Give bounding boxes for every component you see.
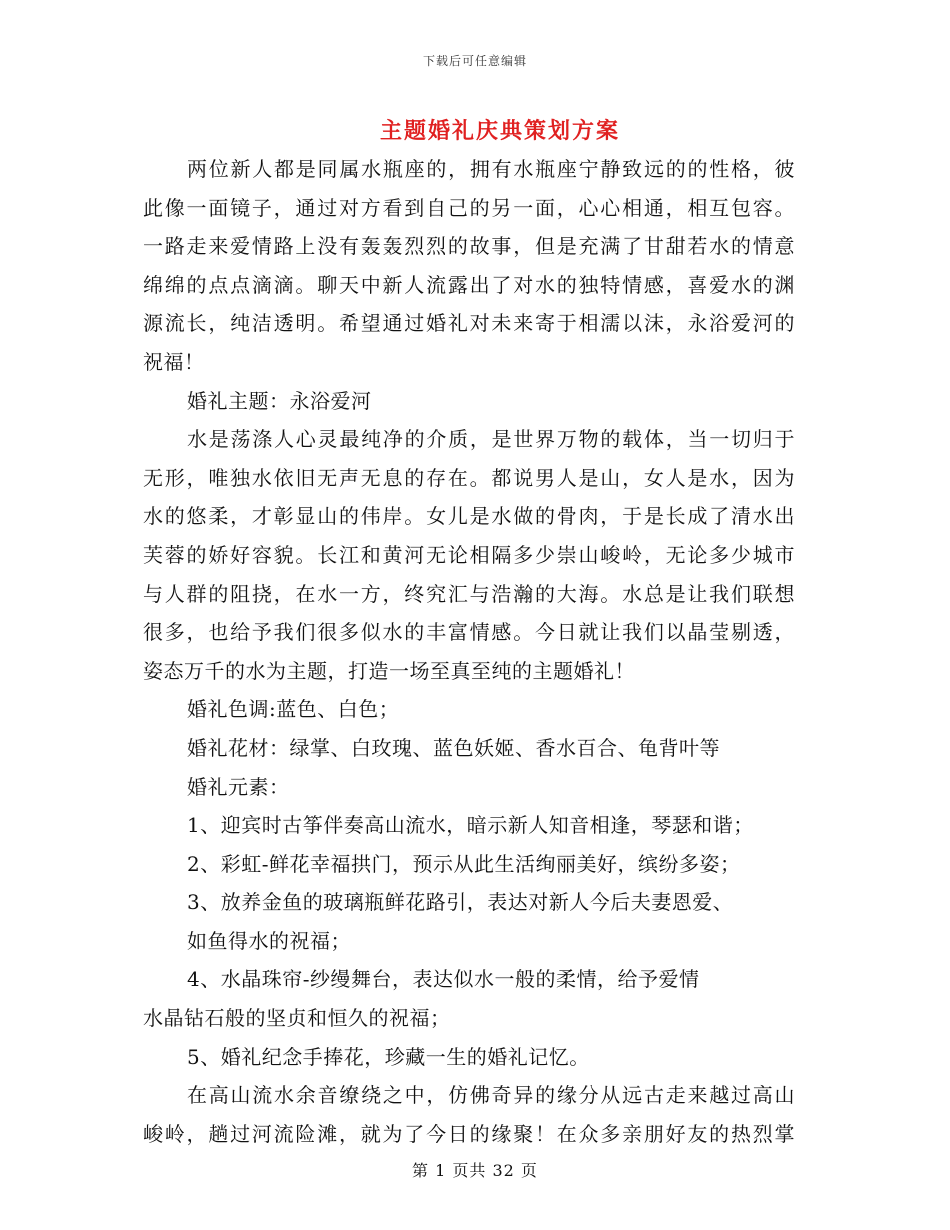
body-line: 一路走来爱情路上没有轰轰烈烈的故事，但是充满了甘甜若水的情意 (143, 234, 795, 259)
element-item: 3、放养金鱼的玻璃瓶鲜花路引，表达对新人今后夫妻恩爱、 (187, 890, 734, 915)
document-body (143, 150, 795, 1153)
body-line: 水的悠柔，才彰显山的伟岸。女儿是水做的骨肉，于是长成了清水出 (143, 504, 795, 529)
page-header-note: 下载后可任意编辑 (422, 54, 527, 68)
body-line: 无形，唯独水依旧无声无息的存在。都说男人是山，女人是水，因为 (143, 465, 795, 490)
body-line: 绵绵的点点滴滴。聊天中新人流露出了对水的独特情感，喜爱水的渊 (143, 272, 795, 297)
element-item-continuation: 如鱼得水的祝福； (187, 928, 351, 953)
theme-line: 婚礼主题：永浴爱河 (187, 388, 372, 413)
body-line: 与人群的阻挠，在水一方，终究汇与浩瀚的大海。水总是让我们联想 (143, 581, 795, 606)
flower-materials-line: 婚礼花材：绿掌、白玫瑰、蓝色妖姬、香水百合、龟背叶等 (187, 735, 720, 760)
body-line: 此像一面镜子，通过对方看到自己的另一面，心心相通，相互包容。 (143, 195, 795, 220)
body-line: 源流长，纯洁透明。希望通过婚礼对未来寄于相濡以沫，永浴爱河的 (143, 311, 795, 336)
element-item: 4、水晶珠帘-纱缦舞台，表达似水一般的柔情，给予爱情 (187, 967, 700, 992)
body-line: 很多，也给予我们很多似水的丰富情感。今日就让我们以晶莹剔透， (143, 620, 795, 645)
element-item-continuation: 水晶钻石般的坚贞和恒久的祝福； (143, 1006, 451, 1031)
document-title: 主题婚礼庆典策划方案 (379, 118, 620, 144)
element-item: 2、彩虹-鲜花幸福拱门，预示从此生活绚丽美好，缤纷多姿； (187, 851, 741, 876)
body-line: 在高山流水余音缭绕之中，仿佛奇异的缘分从远古走来越过高山 (187, 1083, 795, 1108)
element-item: 5、婚礼纪念手捧花，珍藏一生的婚礼记忆。 (187, 1044, 590, 1069)
body-line: 峻岭，趟过河流险滩，就为了今日的缘聚！在众多亲朋好友的热烈掌 (143, 1121, 795, 1146)
element-item: 1、迎宾时古筝伴奏高山流水，暗示新人知音相逢，琴瑟和谐； (187, 813, 754, 838)
elements-heading: 婚礼元素： (187, 774, 290, 799)
page-footer: 第 1 页共 32 页 (412, 1161, 538, 1180)
body-line: 两位新人都是同属水瓶座的，拥有水瓶座宁静致远的的性格，彼 (187, 157, 795, 181)
body-line: 芙蓉的娇好容貌。长江和黄河无论相隔多少崇山峻岭，无论多少城市 (143, 542, 795, 567)
body-line: 祝福！ (143, 349, 205, 374)
body-line: 水是荡涤人心灵最纯净的介质，是世界万物的载体，当一切归于 (187, 427, 795, 452)
color-tone-line: 婚礼色调:蓝色、白色； (187, 697, 400, 722)
body-line: 姿态万千的水为主题，打造一场至真至纯的主题婚礼！ (143, 658, 635, 683)
